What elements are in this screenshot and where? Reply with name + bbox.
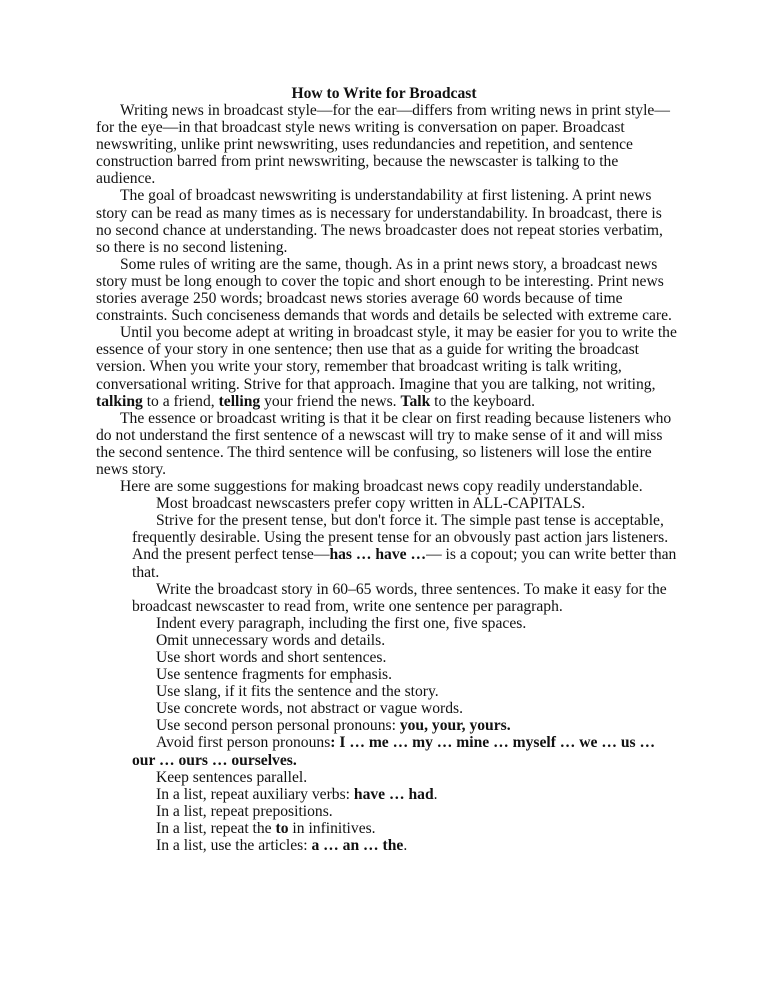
document-body [96, 102, 680, 854]
list-item: Strive for the present tense, but don't force it. The simple past tense is acceptable, frequently desirable. Using the present tense for an obvously past action jars listeners. And the present perfect tense—has … have …— is a copout; you can write better than that. [132, 512, 677, 581]
list-item: Keep sentences parallel. [156, 768, 308, 786]
list-item: Avoid first person pronouns: I … me … my … mine … myself … we … us … our … ours … ourselves. [132, 734, 656, 769]
paragraph-broadcast-style: Writing news in broadcast style—for the ear—differs from writing news in print style—for the eye—in that broadcast style news writing is conversation on paper. Broadcast newswriting, unlike print newswriting, uses redundancies and repetition, and sentence construction barred from print newswriting, because the newscaster is talking to the audience. [96, 102, 670, 188]
paragraph-talk-writing: Until you become adept at writing in broadcast style, it may be easier for you to write the essence of your story in one sentence; then use that as a guide for writing the broadcast version. When you write your story, remember that broadcast writing is talk writing, conversational writing. Strive for that approach. Imagine that you are talking, not writing, talking to a friend, telling your friend the news. Talk to the keyboard. [96, 324, 677, 410]
list-item: Write the broadcast story in 60–65 words, three sentences. To make it easy for the broadcast newscaster to read from, write one sentence per paragraph. [132, 580, 667, 615]
list-item: Use slang, if it fits the sentence and the story. [156, 683, 439, 701]
list-item: In a list, repeat auxiliary verbs: have … had. [156, 785, 438, 803]
list-item: Indent every paragraph, including the first one, five spaces. [156, 614, 527, 632]
list-item: Use concrete words, not abstract or vague words. [156, 700, 464, 718]
list-rules [132, 769, 680, 854]
list-item: In a list, repeat prepositions. [156, 802, 333, 820]
list-item: Use short words and short sentences. [156, 649, 387, 666]
list-item: Use sentence fragments for emphasis. [156, 666, 392, 684]
list-item: Omit unnecessary words and details. [156, 631, 386, 649]
suggestions-list [132, 495, 680, 734]
list-item: In a list, repeat the to in infinitives. [156, 819, 376, 837]
paragraph-rules: Some rules of writing are the same, though. As in a print news story, a broadcast news story must be long enough to cover the topic and short enough to be interesting. Print news stories average 250 words; broadcast news stories average 60 words because of time constraints. Such conciseness demands that words and details be selected with extreme care. [96, 255, 672, 325]
list-item: Most broadcast newscasters prefer copy written in ALL-CAPITALS. [156, 495, 586, 513]
document-title: How to Write for Broadcast [291, 85, 477, 102]
list-item: Use second person personal pronouns: you, your, yours. [156, 717, 511, 735]
list-item: In a list, use the articles: a … an … the. [156, 837, 408, 855]
paragraph-suggestions-intro: Here are some suggestions for making broadcast news copy readily understandable. [120, 478, 643, 496]
paragraph-goal: The goal of broadcast newswriting is understandability at first listening. A print news story can be read as many times as is necessary for understandability. In broadcast, there is no second chance at understanding. The news broadcaster does not repeat stories verbatim, so there is no second listening. [96, 187, 663, 256]
paragraph-essence: The essence or broadcast writing is that it be clear on first reading because listeners who do not understand the first sentence of a newscast will try to make sense of it and will miss the second sentence. The third sentence will be confusing, so listeners will lose the entire news story. [96, 409, 672, 478]
